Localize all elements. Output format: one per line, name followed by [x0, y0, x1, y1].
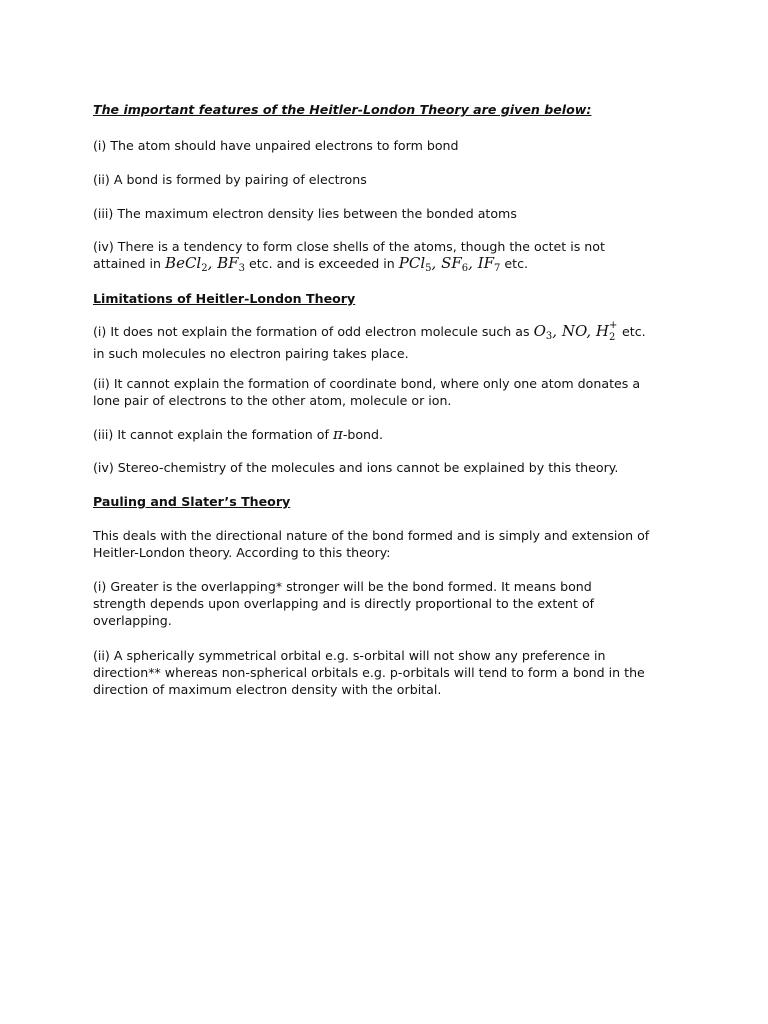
- pi-symbol: π: [332, 425, 343, 443]
- feature-iv-line2: [93, 255, 693, 277]
- limitations-heading: Limitations of Heitler-London Theory: [93, 291, 356, 306]
- pauling-item-i-line3: overlapping.: [93, 613, 172, 628]
- limitation-iii: (iii) It cannot explain the formation of π-bond.: [93, 425, 384, 443]
- limitation-i-line1: (i) It does not explain the formation of odd electron molecule such as $O_3$, NO, H + 2 etc.: [93, 320, 646, 343]
- pauling-item-ii: [93, 647, 693, 698]
- limitation-ii: [93, 375, 693, 409]
- formula-becl2-bf3: BeCl$_2$, $BF_3$: [165, 254, 245, 274]
- pauling-item-ii-line3: direction of maximum electron density with the orbital.: [93, 682, 442, 697]
- feature-iv-mid: etc. and is exceeded in: [248, 256, 395, 271]
- pauling-item-ii-line1: (ii) A spherically symmetrical orbital e.g. s-orbital will not show any preference in: [93, 648, 606, 663]
- feature-iv-line1: (iv) There is a tendency to form close shells of the atoms, though the octet is not: [93, 239, 605, 254]
- pauling-heading: Pauling and Slater’s Theory: [93, 494, 291, 509]
- pauling-intro: [93, 527, 693, 561]
- pauling-item-i-line1: (i) Greater is the overlapping* stronger will be the bond formed. It means bond: [93, 579, 592, 594]
- pauling-item-i: [93, 578, 693, 629]
- feature-iv-attained: attained in: [93, 256, 162, 271]
- main-heading: The important features of the Heitler-London Theory are given below:: [93, 102, 592, 117]
- feature-ii: (ii) A bond is formed by pairing of electrons: [93, 172, 367, 187]
- feature-iv: [93, 238, 693, 277]
- limitation-i: [93, 320, 693, 362]
- pauling-intro-line2: Heitler-London theory. According to this theory:: [93, 545, 391, 560]
- limitation-i-line2: in such molecules no electron pairing takes place.: [93, 346, 409, 361]
- pauling-intro-line1: This deals with the directional nature of the bond formed and is simply and extension of: [93, 528, 650, 543]
- feature-iv-end: etc.: [504, 256, 529, 271]
- feature-i: (i) The atom should have unpaired electrons to form bond: [93, 138, 459, 153]
- feature-iii: (iii) The maximum electron density lies between the bonded atoms: [93, 206, 517, 221]
- pauling-item-i-line2: strength depends upon overlapping and is directly proportional to the extent of: [93, 596, 595, 611]
- limitation-ii-line1: (ii) It cannot explain the formation of coordinate bond, where only one atom donates a: [93, 376, 641, 391]
- limitation-iv: (iv) Stereo-chemistry of the molecules and ions cannot be explained by this theory.: [93, 460, 619, 475]
- formula-o3-no-h2plus: $O_3$, NO, H + 2: [533, 320, 618, 343]
- limitation-ii-line2: lone pair of electrons to the other atom, molecule or ion.: [93, 393, 452, 408]
- formula-pcl5-sf6-if7: PCl$_5$, $SF_6$, $IF_7$: [398, 254, 501, 274]
- pauling-item-ii-line2: direction** whereas non-spherical orbitals e.g. p-orbitals will tend to form a bond in the: [93, 665, 645, 680]
